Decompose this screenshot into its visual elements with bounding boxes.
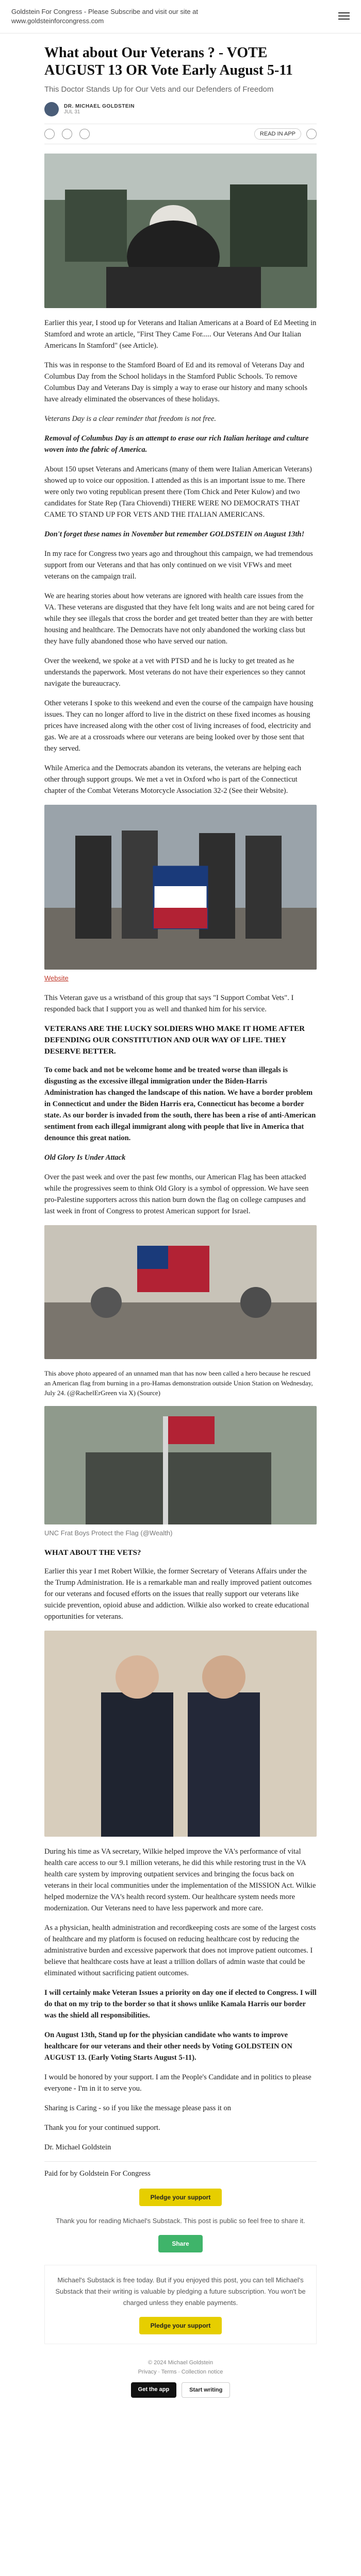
copyright: © 2024 Michael Goldstein [147, 2360, 214, 2366]
paragraph-4: Removal of Columbus Day is an attempt to erase our rich Italian heritage and culture woven into the fabric of America. [44, 434, 309, 454]
paragraph-13: To come back and not be welcome home and be treated worse than illegals is disgusting as the excessive illegal immigration under the Biden-Harris Administration has changed the landscape of this nation. We have a border problem in Connecticut and under the Biden Harris era, Connecticut has become a border state. As our border is invaded from the south, there has been a rise of anti-American sentiment from each illegal immigrant along with people that live in America that denounce this great nation. [44, 1066, 316, 1142]
paragraph-11: While America and the Democrats abandon its veterans, the veterans are helping each other through support groups. We met a vet in Oxford who is part of the Connecticut chapter of the Combat Veterans Motorcycle Association 32-2 (See their Website). [44, 764, 302, 795]
paragraph-19: As a physician, health administration and recordkeeping costs are some of the largest costs of healthcare and my platform is focused on reducing healthcare cost by reducing the administrative burden and excessive paperwork that does not improve patient outcomes. I believe that healthcare costs have at least a trillion dollars of admin waste that could be eliminated without sacrificing patient outcomes. [44, 1924, 316, 1977]
paragraph-10: Other veterans I spoke to this weekend and even the course of the campaign have housing issues. They can no longer afford to live in the district on these fixed incomes as housing prices have increased along with the other cost of living increases of food, electricity and gas. We are at a crossroads where our veterans are being looked over by those sent that they served. [44, 699, 314, 753]
get-app-button[interactable]: Get the app [131, 2382, 177, 2398]
paid-for-notice: Paid for by Goldstein For Congress [44, 2161, 317, 2179]
paragraph-14: Old Glory Is Under Attack [44, 1154, 126, 1162]
flag-rescue-photo [44, 1225, 317, 1359]
start-writing-button[interactable]: Start writing [182, 2382, 230, 2398]
top-bar [0, 0, 361, 33]
paragraph-7: In my race for Congress two years ago and throughout this campaign, we had tremendous support from our Veterans and that has only continued on we visit VFWs and meet veterans on the campaign trail. [44, 550, 313, 581]
unc-flag-photo [44, 1406, 317, 1524]
veterans-heading: VETERANS ARE THE LUCKY SOLDIERS WHO MAKE IT HOME AFTER DEFENDING OUR CONSTITUTION AND OUR WAY OF LIFE. THEY DESERVE BETTER. [44, 1025, 305, 1056]
byline [44, 102, 317, 116]
post-container [44, 44, 317, 2398]
paragraph-3: Veterans Day is a clear reminder that freedom is not free. [44, 415, 217, 423]
author-name[interactable]: DR. MICHAEL GOLDSTEIN [64, 104, 135, 109]
paragraph-9: Over the weekend, we spoke at a vet with PTSD and he is lucky to get treated as he understands the paperwork. Most veterans do not have their experiences so they cannot navigate the bureaucracy. [44, 657, 306, 688]
post-subtitle: This Doctor Stands Up for Our Vets and our Defenders of Freedom [44, 85, 274, 94]
free-text: Michael's Substack is free today. But if you enjoyed this post, you can tell Michael's Substack that their writing is valuable by pledging a future subscription. You won't be charged unless they enable payments. [55, 2276, 306, 2307]
paragraph-6: Don't forget these names in November but remember GOLDSTEIN on August 13th! [44, 530, 305, 538]
post-date: JUL 31 [64, 109, 80, 115]
paragraph-5: About 150 upset Veterans and Americans (many of them were Italian American Veterans) showed up to voice our opposition. I attended as this is an important issue to me. There were only two voting republican present there (Tom Chick and Peter Kulow) and two candidates for State Rep (Tara Chiovendi) THERE WERE NO DEMOCRATS THAT CAME TO STAND UP FOR VETS AND THE ITALIAN AMERICANS. [44, 465, 312, 519]
publication-brand[interactable] [11, 7, 300, 26]
post-title: What about Our Veterans ? - VOTE AUGUST 13 OR Vote Early August 5-11 [44, 45, 293, 78]
wilkie-photo [44, 1631, 317, 1837]
paragraph-12: This Veteran gave us a wristband of this group that says "I Support Combat Vets". I responded back that I support you as well and thanked him for his service. [44, 994, 294, 1013]
pledge-support-button[interactable]: Pledge your support [139, 2189, 222, 2206]
like-icon[interactable] [44, 129, 55, 139]
what-about-vets-heading: WHAT ABOUT THE VETS? [44, 1549, 141, 1557]
paragraph-18: During his time as VA secretary, Wilkie helped improve the VA's performance of vital health care access to our 9.1 million veterans, he did this while restoring trust in the VA health care system by improving outpatient services and bringing the focus back on veterans in their local communities under the implementation of the MISSION Act. Wilkie helped modernize the VA's health record system. Our healthcare system needs more modernization. Our Veterans need to have less paperwork and more care. [44, 1848, 316, 1912]
paragraph-24: Thank you for your continued support. [44, 2124, 160, 2132]
paragraph-15: Over the past week and over the past few months, our American Flag has been attacked while the progressives seem to think Old Glory is a symbol of oppression. We have seen pro-Palestine supporters across this nation burn down the flag on college campuses and last week in front of Congress to protest American support for Israel. [44, 1173, 309, 1215]
paragraph-1: Earlier this year, I stood up for Veterans and Italian Americans at a Board of Ed Meeting in Stamford and wrote an article, "First They Came For..... Our Veterans And Our Italian Americans In Stamford" (see Article). [44, 319, 317, 350]
paragraph-25: Dr. Michael Goldstein [44, 2143, 111, 2151]
brand-line-1: Goldstein For Congress - Please Subscribe and visit our site at [11, 8, 199, 15]
paragraph-16: This above photo appeared of an unnamed man that has now been called a hero because he rescued an American flag from burning in a pro-Hamas demonstration outside Union Station on Wednesday, July 24. (@RachelErGreen via X) (Source) [44, 1369, 313, 1397]
comment-icon[interactable] [62, 129, 72, 139]
paragraph-23: Sharing is Caring - so if you like the message please pass it on [44, 2104, 232, 2112]
paragraph-2: This was in response to the Stamford Board of Ed and its removal of Veterans Day and Columbus Day from the School holidays in the Stamford Public Schools. To remove Columbus Day and Veterans Day is simply a way to erase our history and many schools have already eliminated the observances of these holidays. [44, 361, 307, 403]
pledge-box [44, 2265, 317, 2344]
paragraph-8: We are hearing stories about how veterans are ignored with health care issues from the VA. These veterans are disgusted that they have felt long waits and are not being cared for while they see illegals that cross the border and get treated better than they are with better housing and healthcare. The Democrats have not only abandoned the working class but they have fully abandoned those who have served our nation. [44, 592, 315, 646]
post-actions [44, 124, 317, 144]
brand-line-2: www.goldsteinforcongress.com [11, 17, 104, 25]
share-button[interactable]: Share [158, 2235, 202, 2252]
pledge-support-button-2[interactable]: Pledge your support [139, 2317, 222, 2334]
paragraph-22: I would be honored by your support. I am the People's Candidate and in politics to please everyone - I'm in it to serve you. [44, 2073, 311, 2093]
footer [44, 2360, 317, 2398]
paragraph-21: On August 13th, Stand up for the physician candidate who wants to improve healthcare for our veterans and their other needs by Voting GOLDSTEIN ON AUGUST 13. (Early Voting Starts August 5-11). [44, 2031, 292, 2062]
restack-icon[interactable] [79, 129, 90, 139]
photo-caption-unc: UNC Frat Boys Protect the Flag (@Wealth) [44, 1529, 173, 1537]
read-in-app-button[interactable]: READ IN APP [254, 128, 301, 140]
thanks-text: Thank you for reading Michael's Substack. This post is public so feel free to share it. [56, 2217, 305, 2225]
author-avatar[interactable] [44, 102, 59, 116]
paragraph-20: I will certainly make Veteran Issues a priority on day one if elected to Congress. I will do that on my trip to the border so that it shows unlike Kamala Harris our border was the shield all responsibilities. [44, 1989, 317, 2020]
veterans-ceremony-photo [44, 154, 317, 308]
share-icon[interactable] [306, 129, 317, 139]
photo-caption-website[interactable]: Website [44, 974, 69, 982]
footer-links[interactable]: Privacy ∙ Terms ∙ Collection notice [138, 2369, 223, 2375]
paragraph-17: Earlier this year I met Robert Wilkie, the former Secretary of Veterans Affairs under the the Trump Administration. He is a remarkable man and really improved patient outcomes for our veterans and focused efforts on the issues that really support our veterans like suicide prevention, opioid abuse and addiction. Wilkie also worked to create educational opportunities for veterans. [44, 1567, 312, 1621]
homes-for-the-brave-photo [44, 805, 317, 970]
menu-icon[interactable] [338, 10, 350, 22]
